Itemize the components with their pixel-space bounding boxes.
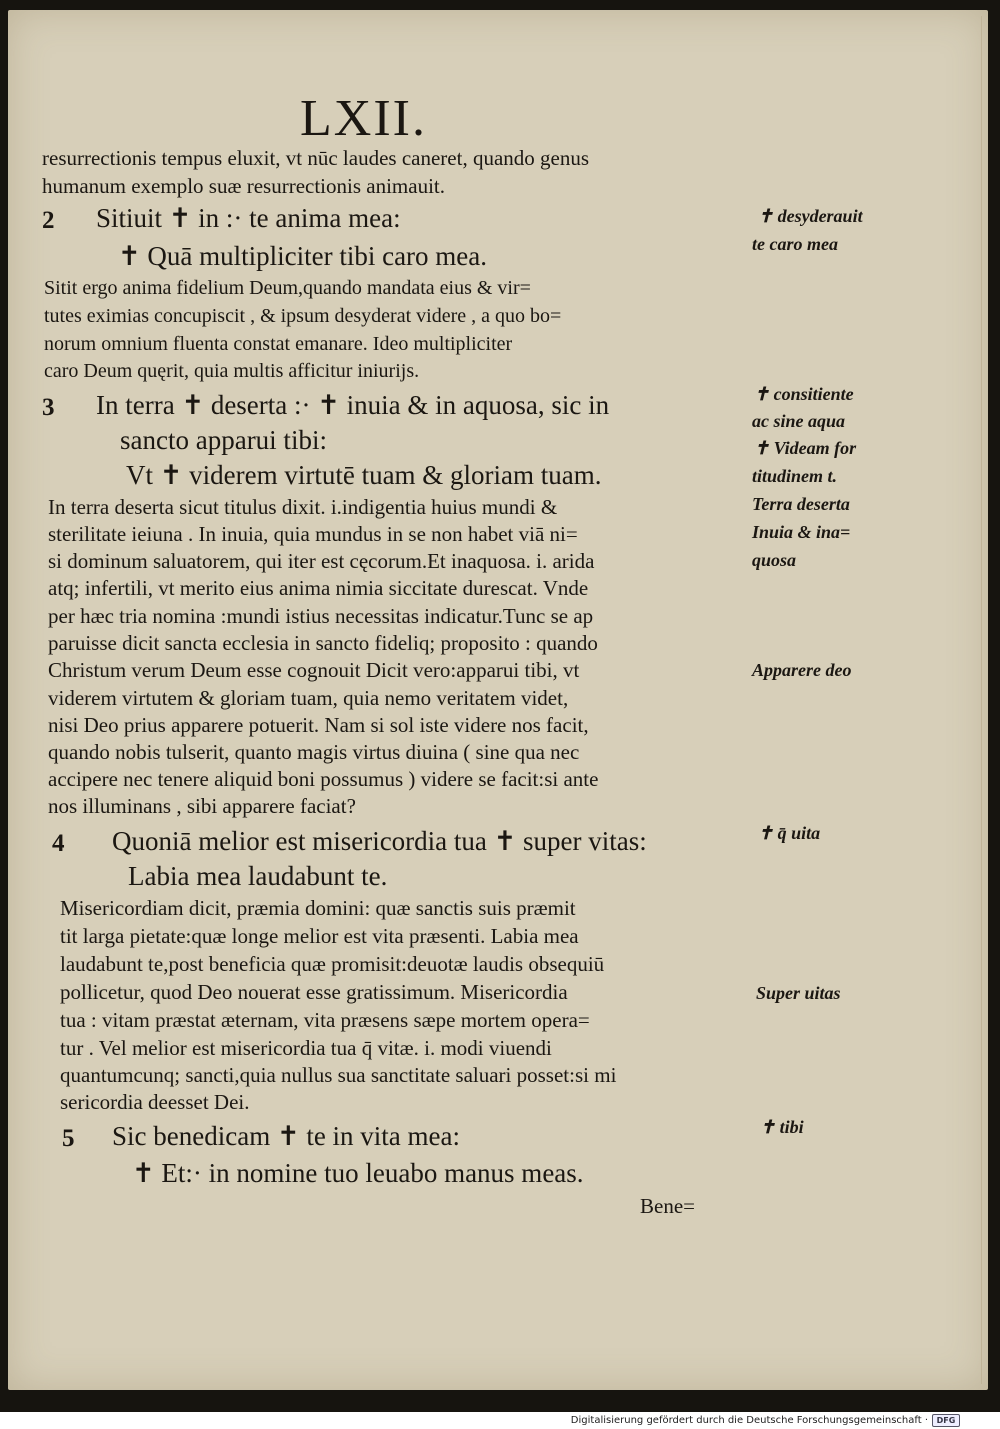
folio-number: LXII. xyxy=(300,90,427,147)
commentary-line: si dominum saluatorem, qui iter est cęcorum.Et inaquosa. i. arida xyxy=(48,549,595,573)
commentary-line: Christum verum Deum esse cognouit Dicit vero:apparui tibi, vt xyxy=(48,658,580,682)
commentary-line: pollicetur, quod Deo nouerat esse gratissimum. Misericordia xyxy=(60,980,568,1004)
commentary-line: norum omnium fluenta constat emanare. Ideo multipliciter xyxy=(44,333,513,355)
catchword: Bene= xyxy=(640,1194,695,1218)
marginal-note: ✝ Videam for xyxy=(754,438,857,458)
commentary-line: sericordia deesset Dei. xyxy=(60,1090,250,1114)
commentary-line: tit larga pietate:quæ longe melior est vita præsenti. Labia mea xyxy=(60,924,579,948)
commentary-line: tur . Vel melior est misericordia tua q̄ vitæ. i. modi viuendi xyxy=(60,1036,552,1060)
verse-line: sancto apparui tibi: xyxy=(120,425,327,455)
marginal-note: Apparere deo xyxy=(752,660,852,680)
commentary-line: viderem virtutem & gloriam tuam, quia nemo veritatem videt, xyxy=(48,686,569,710)
marginal-note: ✝ tibi xyxy=(760,1117,804,1137)
commentary-line: sterilitate ieiuna . In inuia, quia mundus in se non habet viā ni= xyxy=(48,522,578,546)
marginal-note: ac sine aqua xyxy=(752,411,846,431)
digitization-footer xyxy=(571,1413,960,1427)
marginal-note: titudinem t. xyxy=(752,466,838,486)
commentary-line: caro Deum quęrit, quia multis afficitur iniurijs. xyxy=(44,360,420,382)
commentary-line: per hæc tria nomina :mundi istius necessitas indicatur.Tunc se ap xyxy=(48,604,594,628)
marginal-note: quosa xyxy=(752,550,797,570)
commentary-line: Misericordiam dicit, præmia domini: quæ sanctis suis præmit xyxy=(60,896,576,920)
commentary-line: nos illuminans , sibi apparere faciat? xyxy=(48,794,356,818)
verse-line: ✝ Quā multipliciter tibi caro mea. xyxy=(118,241,488,271)
verse-number: 3 xyxy=(42,394,55,421)
marginal-note: Terra deserta xyxy=(752,494,850,514)
commentary-line: paruisse dicit sancta ecclesia in sancto fideliq; proposito : quando xyxy=(48,631,598,655)
verse-line: Sitiuit ✝ in :· te anima mea: xyxy=(96,203,401,233)
verse-line: Sic benedicam ✝ te in vita mea: xyxy=(112,1121,461,1151)
marginal-note: te caro mea xyxy=(752,234,838,254)
commentary-line: tutes eximias concupiscit , & ipsum desyderat videre , a quo bo= xyxy=(44,305,562,327)
verse-line: In terra ✝ deserta :· ✝ inuia & in aquosa, sic in xyxy=(96,390,610,420)
commentary-line: atq; infertili, vt merito eius anima nimia siccitate durescat. Vnde xyxy=(48,576,589,600)
marginal-note: ✝ q̄ uita xyxy=(758,823,821,843)
commentary-line: quantumcunq; sancti,quia nullus sua sanctitate saluari posset:si mi xyxy=(60,1063,617,1087)
dfg-logo: DFG xyxy=(932,1414,960,1427)
commentary-line: accipere nec tenere aliquid boni possumus ) videre se facit:si ante xyxy=(48,767,599,791)
verse-number: 5 xyxy=(62,1125,75,1152)
commentary-line: resurrectionis tempus eluxit, vt nūc laudes caneret, quando genus xyxy=(42,146,590,170)
commentary-line: laudabunt te,post beneficia quæ promisit:deuotæ laudis obsequiū xyxy=(60,952,605,976)
verse-number: 2 xyxy=(42,207,55,234)
verse-line: Vt ✝ viderem virtutē tuam & gloriam tuam. xyxy=(126,460,602,490)
marginal-note: ✝ desyderauit xyxy=(758,206,863,226)
commentary-line: nisi Deo prius apparere potuerit. Nam si sol iste videre nos facit, xyxy=(48,713,589,737)
commentary-line: In terra deserta sicut titulus dixit. i.indigentia huius mundi & xyxy=(48,495,558,519)
verse-line: Labia mea laudabunt te. xyxy=(128,861,388,891)
commentary-line: tua : vitam præstat æternam, vita præsens sæpe mortem opera= xyxy=(60,1008,590,1032)
verse-line: ✝ Et:· in nomine tuo leuabo manus meas. xyxy=(132,1158,584,1188)
commentary-line: quando nobis tulserit, quanto magis virtus diuina ( sine qua nec xyxy=(48,740,580,764)
commentary-line: humanum exemplo suæ resurrectionis animauit. xyxy=(42,174,445,198)
funding-note: Digitalisierung gefördert durch die Deutsche Forschungsgemeinschaft · xyxy=(570,1414,928,1426)
marginal-note: Inuia & ina= xyxy=(752,522,851,542)
commentary-line: Sitit ergo anima fidelium Deum,quando mandata eius & vir= xyxy=(44,277,531,299)
marginal-note: ✝ consitiente xyxy=(754,384,854,404)
marginal-note: Super uitas xyxy=(756,983,841,1003)
verse-number: 4 xyxy=(52,830,65,857)
verse-line: Quoniā melior est misericordia tua ✝ super vitas: xyxy=(112,826,647,856)
